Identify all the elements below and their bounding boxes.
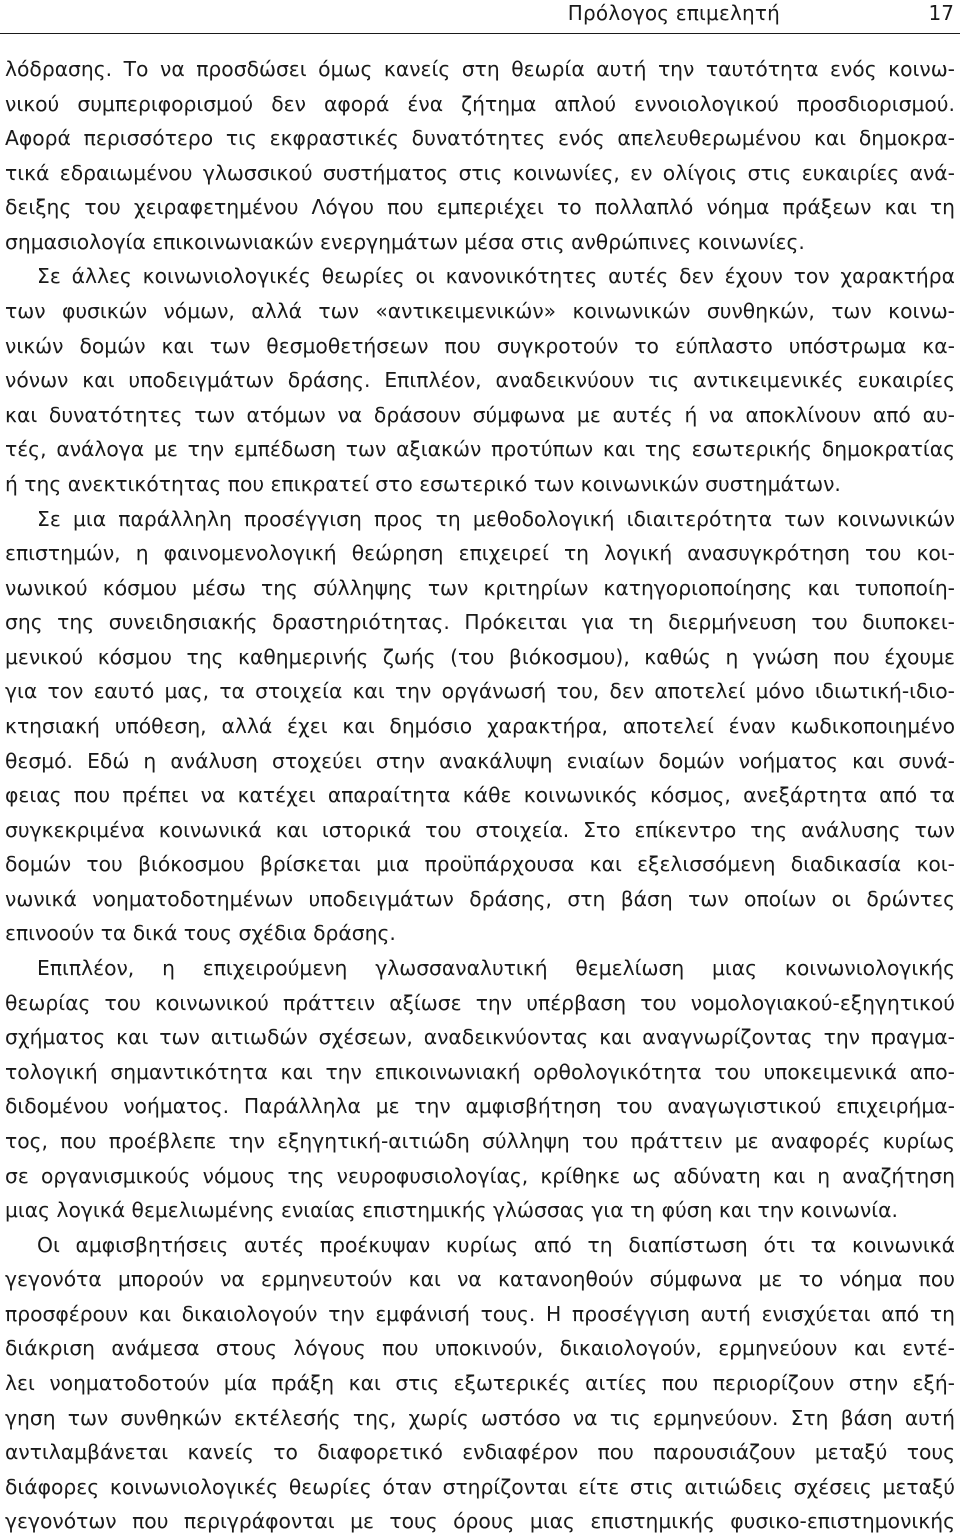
text-line: μιας λογικά θεμελιωμένης ενιαίας επιστημικής γλώσσας για τη φύση και την κοινωνία. [5, 1198, 898, 1223]
text-line: και δυνατότητες των ατόμων να δράσουν σύμφωνα με αυτές ή να αποκλίνουν από αυ- [5, 402, 955, 427]
text-line: συγκεκριμένα κοινωνικά και ιστορικά του στοιχεία. Στο επίκεντρο της ανάλυσης των [5, 817, 955, 842]
page-number: 17 [928, 1, 954, 25]
text-line: νόνων και υποδειγμάτων δράσης. Επιπλέον, αναδεικνύουν τις αντικειμενικές ευκαιρίες [5, 368, 955, 393]
text-line: διδομένου νοήματος. Παράλληλα με την αμφισβήτηση του αναγωγιστικού επιχειρήμα- [5, 1094, 955, 1119]
text-line: Σε άλλες κοινωνιολογικές θεωρίες οι κανονικότητες αυτές δεν έχουν τον χαρακτήρα [37, 264, 955, 289]
text-line: γεγονότων που περιγράφονται με τους όρους μιας επιστημικής φυσικο-επιστημονικής [5, 1509, 955, 1534]
text-line: τος, που προέβλεπε την εξηγητική-αιτιώδη σύλληψη του πράττειν με αναφορές κυρίως [5, 1128, 955, 1153]
text-line: νικών δομών και των θεσμοθετήσεων που συγκροτούν το εύπλαστο υπόστρωμα κα- [5, 333, 955, 358]
text-line: αντιλαμβάνεται κανείς το διαφορετικό ενδιαφέρον που παρουσιάζουν μεταξύ τους [5, 1440, 955, 1465]
text-line: Επιπλέον, η επιχειρούμενη γλωσσαναλυτική θεμελίωση μιας κοινωνιολογικής [37, 956, 955, 981]
text-line: Αφορά περισσότερο τις εκφραστικές δυνατότητες ενός απελευθερωμένου και δημοκρα- [5, 126, 955, 151]
text-line: των φυσικών νόμων, αλλά των «αντικειμενικών» κοινωνικών συνθηκών, των κοινω- [5, 299, 955, 324]
text-line: επιστημών, η φαινομενολογική θεώρηση επιχειρεί τη λογική ανασυγκρότηση του κοι- [5, 541, 955, 566]
body-text [5, 52, 955, 1539]
text-line: κτησιακή υπόθεση, αλλά έχει και δημόσιο χαρακτήρα, αποτελεί έναν κωδικοποιημένο [5, 713, 955, 738]
text-line: Οι αμφισβητήσεις αυτές προέκυψαν κυρίως από τη διαπίστωση ότι τα κοινωνικά [37, 1232, 955, 1257]
text-line: τικά εδραιωμένου γλωσσικού συστήματος στις κοινωνίες, εν ολίγοις στις ευκαιρίες ανά- [5, 160, 955, 185]
running-title: Πρόλογος επιμελητή [567, 1, 780, 25]
text-line: νωνικού κόσμου μέσω της σύλληψης των κριτηρίων κατηγοριοποίησης και τυποποίη- [5, 575, 955, 600]
text-line: γεγονότα μπορούν να ερμηνευτούν και να κατανοηθούν σύμφωνα με το νόημα που [5, 1267, 955, 1292]
text-line: δομών του βιόκοσμου βρίσκεται μια προϋπάρχουσα και εξελισσόμενη διαδικασία κοι- [5, 852, 955, 877]
text-line: νικού συμπεριφορισμού δεν αφορά ένα ζήτημα απλού εννοιολογικού προσδιορισμού. [5, 91, 955, 116]
text-line: λόδρασης. Το να προσδώσει όμως κανείς στη θεωρία αυτή την ταυτότητα ενός κοινω- [5, 57, 955, 81]
text-line: ή της ανεκτικότητας που επικρατεί στο εσωτερικό των κοινωνικών συστημάτων. [5, 471, 841, 496]
text-line: τές, ανάλογα με την εμπέδωση των αξιακών προτύπων και της εσωτερικής δημοκρατίας [5, 437, 955, 462]
text-line: προσφέρουν και δικαιολογούν την εμφάνισή τους. Η προσέγγιση αυτή ενισχύεται από τη [5, 1301, 955, 1326]
text-line: δειξης του χειραφετημένου Λόγου που εμπεριέχει το πολλαπλό νόημα πράξεων και τη [5, 195, 955, 220]
text-line: Σε μια παράλληλη προσέγγιση προς τη μεθοδολογική ιδιαιτερότητα των κοινωνικών [37, 506, 955, 531]
text-line: φειας που πρέπει να κατέχει απαραίτητα κάθε κοινωνικός κόσμος, ανεξάρτητα από τα [5, 783, 955, 808]
text-line: διάφορες κοινωνιολογικές θεωρίες όταν στηρίζονται είτε στις αιτιώδεις σχέσεις μεταξύ [5, 1474, 955, 1499]
text-line: σημασιολογία επικοινωνιακών ενεργημάτων μέσα στις ανθρώπινες κοινωνίες. [5, 229, 805, 254]
text-line: θεσμό. Εδώ η ανάλυση στοχεύει στην ανακάλυψη ενιαίων δομών νοήματος και συνά- [5, 748, 955, 773]
text-line: θεωρίας του κοινωνικού πράττειν αξίωσε την υπέρβαση του νομολογιακού-εξηγητικού [5, 990, 955, 1015]
text-line: επινοούν τα δικά τους σχέδια δράσης. [5, 921, 396, 946]
text-line: σε οργανισμικούς νόμους της νευροφυσιολογίας, κρίθηκε ως αδύνατη και η αναζήτηση [5, 1163, 955, 1188]
text-line: γηση των συνθηκών εκτέλεσής της, χωρίς ωστόσο να τις ερμηνεύουν. Στη βάση αυτή [5, 1405, 955, 1430]
header-rule [0, 33, 960, 34]
text-line: σης της συνειδησιακής δραστηριότητας. Πρόκειται για τη διερμήνευση του διυποκει- [5, 610, 955, 635]
text-line: σχήματος και των αιτιωδών σχέσεων, αναδεικνύοντας και αναγνωρίζοντας την πραγμα- [5, 1025, 955, 1050]
text-line: για τον εαυτό μας, τα στοιχεία και την οργάνωσή του, δεν αποτελεί μόνο ιδιωτική-ιδιο- [5, 679, 955, 704]
text-line: λει νοηματοδοτούν μία πράξη και στις εξωτερικές αιτίες που περιορίζουν στην εξή- [5, 1370, 955, 1395]
text-line: μενικού κόσμου της καθημερινής ζωής (του βιόκοσμου), καθώς η γνώση που έχουμε [5, 644, 955, 669]
text-line: νωνικά νοηματοδοτημένων υποδειγμάτων δράσης, στη βάση των οποίων οι δρώντες [5, 886, 955, 911]
text-line: τολογική σημαντικότητα και την επικοινωνιακή ορθολογικότητα του υποκειμενικά απο- [5, 1059, 955, 1084]
running-head [0, 0, 960, 26]
text-line: διάκριση ανάμεσα στους λόγους που υποκινούν, δικαιολογούν, ερμηνεύουν και εντέ- [5, 1336, 955, 1361]
